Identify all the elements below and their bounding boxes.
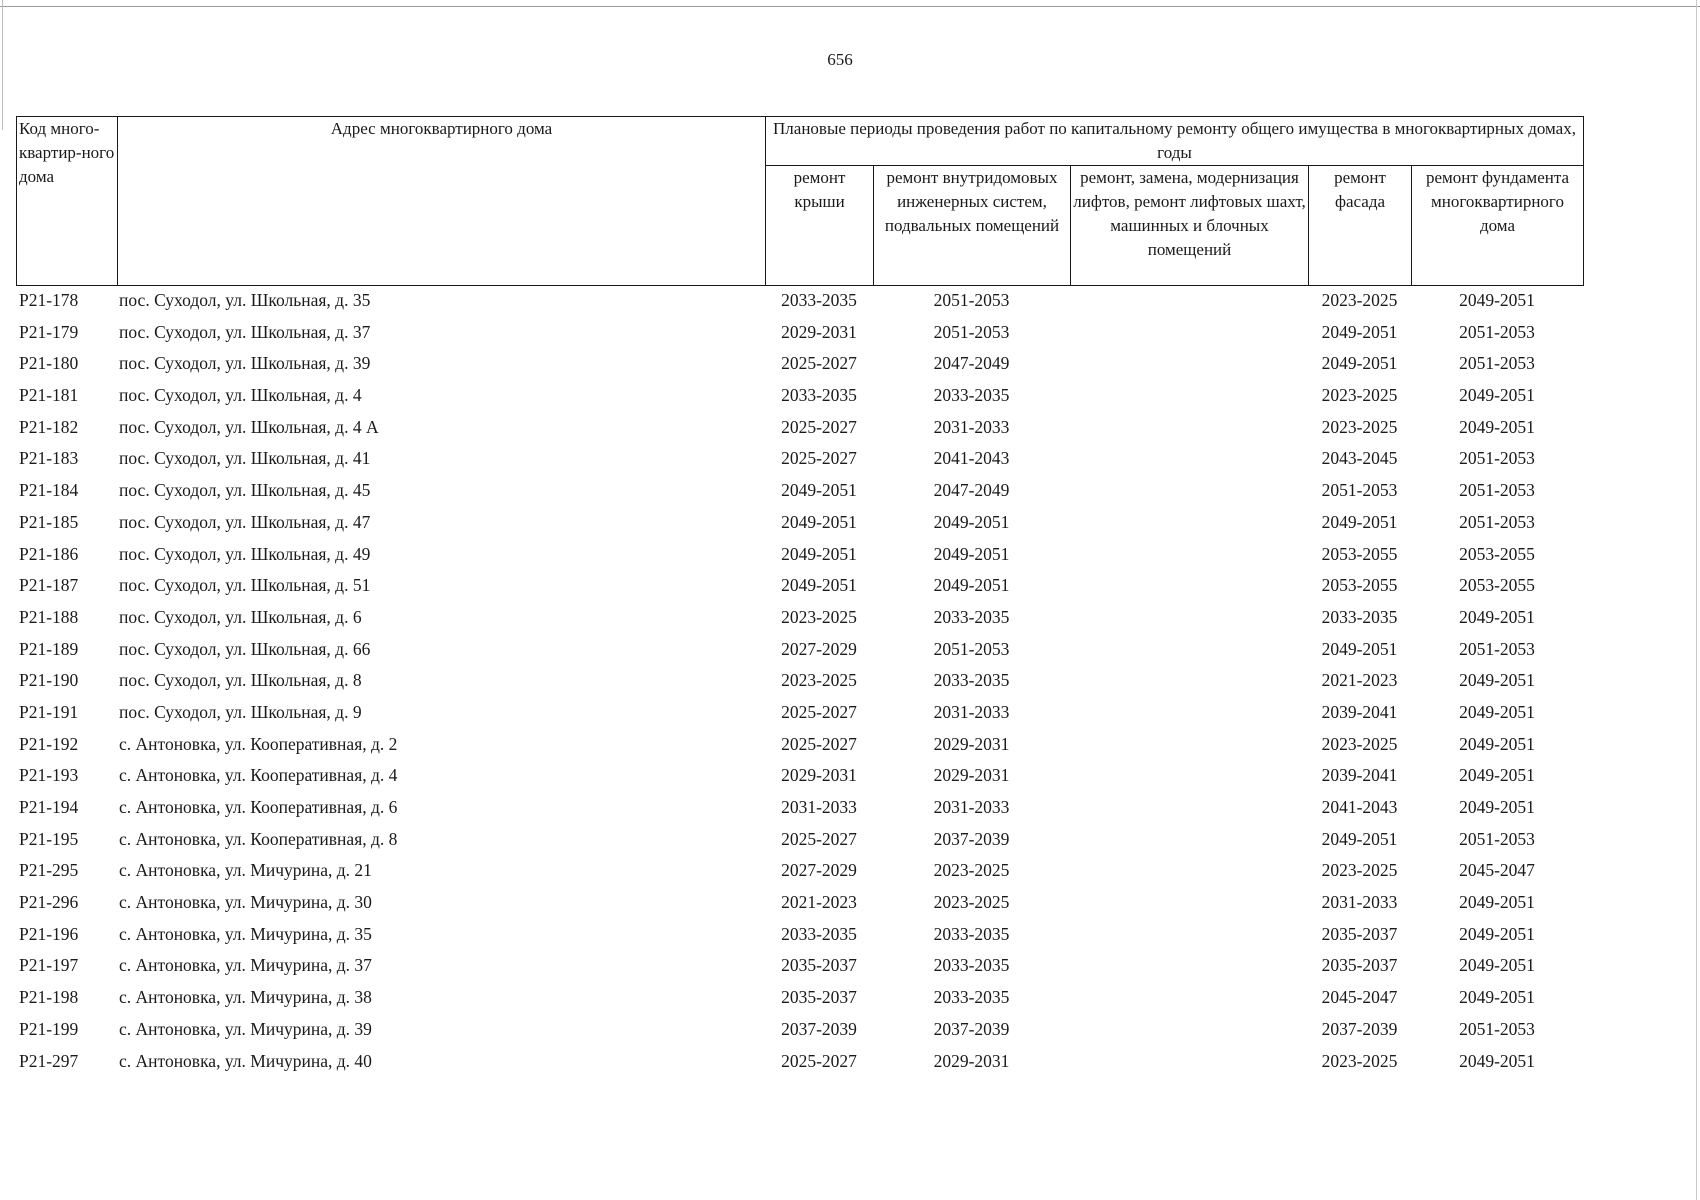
address-cell: с. Антоновка, ул. Кооперативная, д. 8 (119, 828, 398, 849)
lifts-cell (1070, 639, 1308, 671)
facade-cell: 2021-2023 (1321, 670, 1398, 691)
lifts-cell (1070, 480, 1308, 512)
roof-cell: 2025-2027 (781, 733, 857, 754)
facade-cell: 2023-2025 (1321, 733, 1398, 754)
engineering-cell: 2051-2053 (933, 290, 1010, 310)
table-row (16, 734, 1583, 766)
roof-cell: 2025-2027 (781, 1050, 857, 1071)
facade-cell: 2043-2045 (1321, 448, 1398, 469)
engineering-cell: 2033-2035 (933, 606, 1010, 627)
foundation-cell: 2049-2051 (1459, 385, 1535, 406)
code-cell: P21-199 (19, 1018, 79, 1039)
rows-body (16, 290, 1583, 1082)
lifts-cell (1070, 448, 1308, 480)
facade-cell: 2049-2051 (1321, 353, 1398, 374)
foundation-cell: 2049-2051 (1459, 416, 1535, 437)
table-row (16, 512, 1583, 544)
engineering-cell: 2049-2051 (933, 511, 1010, 532)
header-address: Адрес многоквартирного дома (118, 117, 766, 286)
address-cell: пос. Суходол, ул. Школьная, д. 39 (119, 353, 371, 374)
foundation-cell: 2045-2047 (1459, 860, 1535, 881)
code-cell: P21-183 (19, 448, 79, 469)
roof-cell: 2049-2051 (781, 543, 857, 564)
table-row (16, 829, 1583, 861)
table-body (16, 290, 1583, 1082)
facade-cell: 2023-2025 (1321, 385, 1398, 406)
lifts-cell (1070, 512, 1308, 544)
address-cell: с. Антоновка, ул. Мичурина, д. 21 (119, 860, 372, 881)
foundation-cell: 2051-2053 (1459, 638, 1535, 659)
engineering-cell: 2023-2025 (933, 892, 1010, 913)
code-cell: P21-179 (19, 321, 79, 342)
table-row (16, 1019, 1583, 1051)
table-row (16, 892, 1583, 924)
foundation-cell: 2051-2053 (1459, 480, 1535, 501)
foundation-cell: 2049-2051 (1459, 797, 1535, 817)
foundation-cell: 2051-2053 (1459, 828, 1535, 849)
facade-cell: 2033-2035 (1321, 606, 1398, 627)
facade-cell: 2031-2033 (1321, 892, 1398, 913)
roof-cell: 2033-2035 (781, 923, 857, 944)
roof-cell: 2023-2025 (781, 606, 857, 627)
lifts-cell (1070, 892, 1308, 924)
foundation-cell: 2049-2051 (1459, 701, 1535, 722)
address-cell: с. Антоновка, ул. Кооперативная, д. 2 (119, 733, 398, 754)
roof-cell: 2049-2051 (781, 511, 857, 532)
table-row (16, 607, 1583, 639)
code-cell: P21-193 (19, 765, 79, 786)
address-cell: пос. Суходол, ул. Школьная, д. 8 (119, 670, 362, 691)
table-row (16, 1051, 1583, 1083)
table-row (16, 955, 1583, 987)
table-row (16, 417, 1583, 449)
address-cell: пос. Суходол, ул. Школьная, д. 41 (119, 448, 371, 469)
engineering-cell: 2031-2033 (933, 797, 1010, 817)
address-cell: пос. Суходол, ул. Школьная, д. 47 (119, 511, 371, 532)
foundation-cell: 2049-2051 (1459, 670, 1535, 691)
code-cell: P21-185 (19, 511, 79, 532)
table-row (16, 987, 1583, 1019)
address-cell: с. Антоновка, ул. Мичурина, д. 38 (119, 987, 372, 1008)
engineering-cell: 2031-2033 (933, 416, 1010, 437)
roof-cell: 2029-2031 (781, 765, 857, 786)
table-row (16, 544, 1583, 576)
table-row (16, 353, 1583, 385)
engineering-cell: 2049-2051 (933, 575, 1010, 596)
lifts-cell (1070, 860, 1308, 892)
lifts-cell (1070, 987, 1308, 1019)
roof-cell: 2025-2027 (781, 353, 857, 374)
foundation-cell: 2051-2053 (1459, 448, 1535, 469)
lifts-cell (1070, 670, 1308, 702)
roof-cell: 2035-2037 (781, 955, 857, 976)
table-row (16, 322, 1583, 354)
table-row (16, 670, 1583, 702)
facade-cell: 2051-2053 (1321, 480, 1398, 501)
code-cell: P21-190 (19, 670, 79, 691)
facade-cell: 2037-2039 (1321, 1018, 1398, 1039)
code-cell: P21-181 (19, 385, 79, 406)
table-row (16, 765, 1583, 797)
address-cell: пос. Суходол, ул. Школьная, д. 35 (119, 290, 371, 310)
page-number: 656 (827, 50, 853, 69)
foundation-cell: 2049-2051 (1459, 606, 1535, 627)
facade-cell: 2035-2037 (1321, 923, 1398, 944)
facade-cell: 2041-2043 (1321, 797, 1398, 817)
roof-cell: 2029-2031 (781, 321, 857, 342)
address-cell: пос. Суходол, ул. Школьная, д. 9 (119, 701, 362, 722)
table-header (16, 116, 1584, 286)
code-cell: P21-297 (19, 1050, 79, 1071)
lifts-cell (1070, 290, 1308, 322)
code-cell: P21-196 (19, 923, 79, 944)
code-cell: P21-184 (19, 480, 79, 501)
roof-cell: 2025-2027 (781, 701, 857, 722)
table-row (16, 860, 1583, 892)
code-cell: P21-186 (19, 543, 79, 564)
scan-edge-right (1696, 0, 1697, 1200)
lifts-cell (1070, 322, 1308, 354)
roof-cell: 2027-2029 (781, 860, 857, 881)
foundation-cell: 2049-2051 (1459, 733, 1535, 754)
header-foundation: ремонт фундамента многоквартирного дома (1412, 166, 1584, 286)
roof-cell: 2021-2023 (781, 892, 857, 913)
address-cell: с. Антоновка, ул. Кооперативная, д. 6 (119, 797, 398, 817)
code-cell: P21-194 (19, 797, 79, 817)
foundation-cell: 2049-2051 (1459, 892, 1535, 913)
address-cell: пос. Суходол, ул. Школьная, д. 4 А (119, 416, 379, 437)
lifts-cell (1070, 797, 1308, 829)
engineering-cell: 2033-2035 (933, 987, 1010, 1008)
roof-cell: 2031-2033 (781, 797, 857, 817)
code-cell: P21-195 (19, 828, 79, 849)
foundation-cell: 2049-2051 (1459, 1050, 1535, 1071)
engineering-cell: 2051-2053 (933, 321, 1010, 342)
table-row (16, 639, 1583, 671)
engineering-cell: 2037-2039 (933, 1018, 1010, 1039)
lifts-cell (1070, 544, 1308, 576)
engineering-cell: 2051-2053 (933, 638, 1010, 659)
engineering-cell: 2023-2025 (933, 860, 1010, 881)
table-row (16, 924, 1583, 956)
code-cell: P21-178 (19, 290, 79, 310)
lifts-cell (1070, 1051, 1308, 1083)
facade-cell: 2053-2055 (1321, 543, 1398, 564)
facade-cell: 2049-2051 (1321, 321, 1398, 342)
address-cell: пос. Суходол, ул. Школьная, д. 66 (119, 638, 371, 659)
address-cell: с. Антоновка, ул. Мичурина, д. 30 (119, 892, 372, 913)
code-cell: P21-197 (19, 955, 79, 976)
facade-cell: 2049-2051 (1321, 828, 1398, 849)
foundation-cell: 2051-2053 (1459, 1018, 1535, 1039)
address-cell: с. Антоновка, ул. Мичурина, д. 35 (119, 923, 372, 944)
lifts-cell (1070, 575, 1308, 607)
engineering-cell: 2033-2035 (933, 923, 1010, 944)
code-cell: P21-187 (19, 575, 79, 596)
address-cell: с. Антоновка, ул. Кооперативная, д. 4 (119, 765, 398, 786)
table-row (16, 702, 1583, 734)
facade-cell: 2053-2055 (1321, 575, 1398, 596)
address-cell: пос. Суходол, ул. Школьная, д. 4 (119, 385, 362, 406)
facade-cell: 2039-2041 (1321, 701, 1398, 722)
engineering-cell: 2047-2049 (933, 353, 1010, 374)
roof-cell: 2049-2051 (781, 575, 857, 596)
address-cell: пос. Суходол, ул. Школьная, д. 45 (119, 480, 371, 501)
facade-cell: 2023-2025 (1321, 290, 1398, 310)
header-facade: ремонт фасада (1309, 166, 1412, 286)
foundation-cell: 2051-2053 (1459, 321, 1535, 342)
lifts-cell (1070, 765, 1308, 797)
header-code: Код много-квартир-ного дома (17, 117, 118, 286)
facade-cell: 2023-2025 (1321, 1050, 1398, 1071)
header-periods: Плановые периоды проведения работ по капитальному ремонту общего имущества в многоквартирных домах, годы (766, 117, 1584, 166)
facade-cell: 2049-2051 (1321, 511, 1398, 532)
lifts-cell (1070, 702, 1308, 734)
table-row (16, 797, 1583, 829)
facade-cell: 2045-2047 (1321, 987, 1398, 1008)
lifts-cell (1070, 829, 1308, 861)
code-cell: P21-189 (19, 638, 79, 659)
table-row (16, 290, 1583, 322)
address-cell: с. Антоновка, ул. Мичурина, д. 40 (119, 1050, 372, 1071)
lifts-cell (1070, 353, 1308, 385)
roof-cell: 2033-2035 (781, 290, 857, 310)
lifts-cell (1070, 924, 1308, 956)
roof-cell: 2023-2025 (781, 670, 857, 691)
engineering-cell: 2037-2039 (933, 828, 1010, 849)
foundation-cell: 2049-2051 (1459, 955, 1535, 976)
engineering-cell: 2033-2035 (933, 955, 1010, 976)
table-row (16, 480, 1583, 512)
facade-cell: 2049-2051 (1321, 638, 1398, 659)
foundation-cell: 2051-2053 (1459, 511, 1535, 532)
roof-cell: 2025-2027 (781, 416, 857, 437)
code-cell: P21-188 (19, 606, 79, 627)
foundation-cell: 2053-2055 (1459, 543, 1535, 564)
engineering-cell: 2029-2031 (933, 765, 1010, 786)
roof-cell: 2049-2051 (781, 480, 857, 501)
header-roof: ремонт крыши (766, 166, 874, 286)
roof-cell: 2027-2029 (781, 638, 857, 659)
address-cell: пос. Суходол, ул. Школьная, д. 49 (119, 543, 371, 564)
code-cell: P21-192 (19, 733, 79, 754)
address-cell: пос. Суходол, ул. Школьная, д. 37 (119, 321, 371, 342)
engineering-cell: 2049-2051 (933, 543, 1010, 564)
facade-cell: 2023-2025 (1321, 860, 1398, 881)
foundation-cell: 2051-2053 (1459, 353, 1535, 374)
engineering-cell: 2033-2035 (933, 670, 1010, 691)
engineering-cell: 2031-2033 (933, 701, 1010, 722)
header-lifts: ремонт, замена, модернизация лифтов, ремонт лифтовых шахт, машинных и блочных помещений (1071, 166, 1309, 286)
code-cell: P21-182 (19, 416, 79, 437)
engineering-cell: 2029-2031 (933, 1050, 1010, 1071)
foundation-cell: 2049-2051 (1459, 290, 1535, 310)
lifts-cell (1070, 385, 1308, 417)
roof-cell: 2037-2039 (781, 1018, 857, 1039)
table-row (16, 575, 1583, 607)
code-cell: P21-191 (19, 701, 79, 722)
code-cell: P21-296 (19, 892, 79, 913)
foundation-cell: 2053-2055 (1459, 575, 1535, 596)
foundation-cell: 2049-2051 (1459, 987, 1535, 1008)
engineering-cell: 2029-2031 (933, 733, 1010, 754)
engineering-cell: 2047-2049 (933, 480, 1010, 501)
foundation-cell: 2049-2051 (1459, 765, 1535, 786)
scan-edge-top (0, 6, 1700, 7)
lifts-cell (1070, 417, 1308, 449)
engineering-cell: 2041-2043 (933, 448, 1010, 469)
lifts-cell (1070, 734, 1308, 766)
address-cell: с. Антоновка, ул. Мичурина, д. 39 (119, 1018, 372, 1039)
roof-cell: 2033-2035 (781, 385, 857, 406)
address-cell: с. Антоновка, ул. Мичурина, д. 37 (119, 955, 372, 976)
foundation-cell: 2049-2051 (1459, 923, 1535, 944)
roof-cell: 2035-2037 (781, 987, 857, 1008)
roof-cell: 2025-2027 (781, 828, 857, 849)
facade-cell: 2023-2025 (1321, 416, 1398, 437)
header-engineering: ремонт внутридомовых инженерных систем, подвальных помещений (874, 166, 1071, 286)
table-row (16, 385, 1583, 417)
table-row (16, 448, 1583, 480)
lifts-cell (1070, 607, 1308, 639)
address-cell: пос. Суходол, ул. Школьная, д. 6 (119, 606, 362, 627)
code-cell: P21-198 (19, 987, 79, 1008)
address-cell: пос. Суходол, ул. Школьная, д. 51 (119, 575, 371, 596)
lifts-cell (1070, 1019, 1308, 1051)
lifts-cell (1070, 955, 1308, 987)
facade-cell: 2039-2041 (1321, 765, 1398, 786)
code-cell: P21-180 (19, 353, 79, 374)
facade-cell: 2035-2037 (1321, 955, 1398, 976)
code-cell: P21-295 (19, 860, 79, 881)
roof-cell: 2025-2027 (781, 448, 857, 469)
engineering-cell: 2033-2035 (933, 385, 1010, 406)
